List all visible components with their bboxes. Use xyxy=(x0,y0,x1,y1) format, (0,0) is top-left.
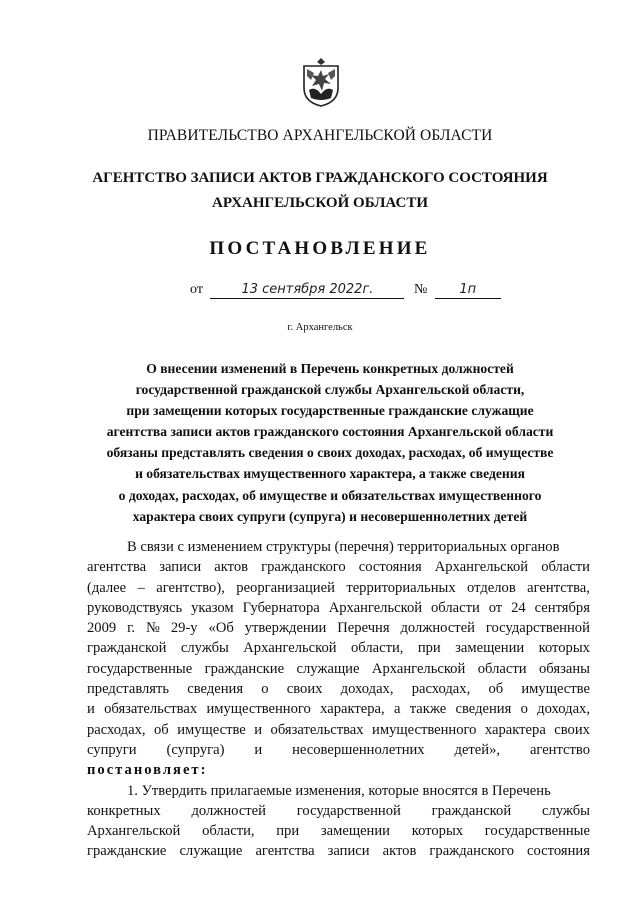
body-line: В связи с изменением структуры (перечня) территориальных органов xyxy=(127,539,560,555)
body-line: Архангельской области, при замещении которых государственные xyxy=(87,823,590,840)
date-number-line xyxy=(190,282,501,299)
from-label: от xyxy=(190,282,203,297)
agency-name-line1: АГЕНТСТВО ЗАПИСИ АКТОВ ГРАЖДАНСКОГО СОСТОЯНИЯ xyxy=(92,170,548,186)
title-line: о доходах, расходах, об имуществе и обязательствах имущественного xyxy=(118,487,542,503)
body-line: руководствуясь указом Губернатора Архангельской области от 24 сентября xyxy=(87,599,590,616)
title-line: характера своих супруги (супруга) и несовершеннолетних детей xyxy=(132,508,528,524)
body-line: (далее – агентство), реорганизацией территориальных отделов агентства, xyxy=(87,579,590,596)
title-line: государственной гражданской службы Архангельской области, xyxy=(135,382,525,398)
government-name: ПРАВИТЕЛЬСТВО АРХАНГЕЛЬСКОЙ ОБЛАСТИ xyxy=(147,127,493,144)
body-line: агентства записи актов гражданского состояния Архангельской области xyxy=(87,559,590,576)
title-line: и обязательствах имущественного характера, а также сведения xyxy=(135,466,525,482)
body-line: государственные гражданские служащие Архангельской области обязаны xyxy=(87,660,590,677)
title-line: О внесении изменений в Перечень конкретных должностей xyxy=(146,361,514,376)
body-line: гражданской службы Архангельской области, при замещении которых xyxy=(87,640,590,657)
body-line: расходах, об имуществе и обязательствах имущественного характера своих xyxy=(87,721,590,738)
number-value: 1п xyxy=(435,282,501,299)
coat-of-arms-icon xyxy=(301,56,341,108)
body-line: конкретных должностей государственной гражданской службы xyxy=(87,802,590,819)
resolves-word: постановляет: xyxy=(87,762,208,779)
body-line: 1. Утвердить прилагаемые изменения, которые вносятся в Перечень xyxy=(127,782,551,799)
body-line: 2009 г. № 29-у «Об утверждении Перечня должностей государственной xyxy=(87,620,590,637)
body-line: и обязательствах имущественного характера, а также сведения о доходах, xyxy=(87,701,590,718)
title-line: при замещении которых государственные гражданские служащие xyxy=(126,403,534,419)
body-line: гражданские служащие агентства записи актов гражданского состояния xyxy=(87,843,590,860)
document-title xyxy=(60,358,600,527)
document-type: ПОСТАНОВЛЕНИЕ xyxy=(209,238,431,259)
body-line: супруги (супруга) и несовершеннолетних детей», агентство xyxy=(87,741,590,758)
city-name: г. Архангельск xyxy=(287,322,353,333)
body-line: представлять сведения о своих доходах, расходах, об имуществе xyxy=(87,681,590,698)
title-line: обязаны представлять сведения о своих доходах, расходах, об имуществе xyxy=(106,445,554,461)
agency-name-line2: АРХАНГЕЛЬСКОЙ ОБЛАСТИ xyxy=(212,195,428,211)
number-label: № xyxy=(413,282,428,297)
date-value: 13 сентября 2022г. xyxy=(210,282,404,299)
title-line: агентства записи актов гражданского состояния Архангельской области xyxy=(106,424,554,440)
resolves-line xyxy=(87,760,590,780)
document-body xyxy=(87,537,590,862)
